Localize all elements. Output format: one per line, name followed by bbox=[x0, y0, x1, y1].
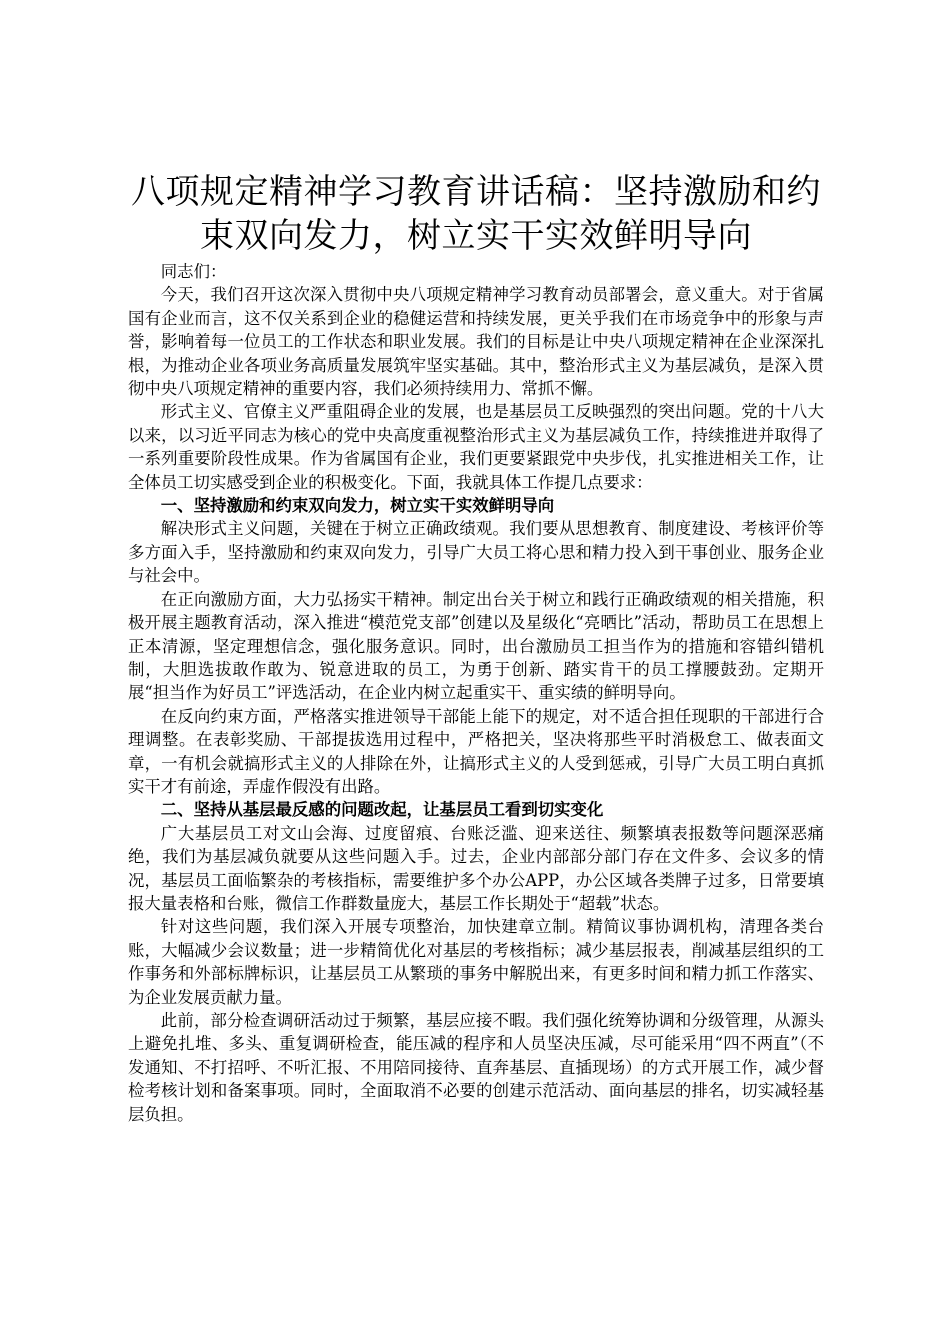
body-paragraph: 广大基层员工对文山会海、过度留痕、台账泛滥、迎来送往、频繁填表报数等问题深恶痛绝，我们为基层减负就要从这些问题入手。过去，企业内部部分部门存在文件多、会议多的情况，基层员工面临繁杂的考核指标，需要维护多个办公APP，办公区域各类牌子过多，日常要填报大量表格和台账，微信工作群数量庞大，基层工作长期处于“超载”状态。 bbox=[128, 823, 824, 913]
body-paragraph: 在正向激励方面，大力弘扬实干精神。制定出台关于树立和践行正确政绩观的相关措施，积极开展主题教育活动，深入推进“模范党支部”创建以及星级化“亮晒比”活动，帮助员工在思想上正本清源，坚定理想信念，强化服务意识。同时，出台激励员工担当作为的措施和容错纠错机制，大胆选拔敢作敢为、锐意进取的员工，为勇于创新、踏实肯干的员工撑腰鼓劲。定期开展“担当作为好员工”评选活动，在企业内树立起重实干、重实绩的鲜明导向。 bbox=[128, 589, 824, 703]
greeting: 同志们： bbox=[160, 262, 227, 281]
document-body bbox=[128, 170, 824, 1126]
body-paragraph: 今天，我们召开这次深入贯彻中央八项规定精神学习教育动员部署会，意义重大。对于省属国有企业而言，这不仅关系到企业的稳健运营和持续发展，更关乎我们在市场竞争中的形象与声誉，影响着每一位员工的工作状态和职业发展。我们的目标是让中央八项规定精神在企业深深扎根，为推动企业各项业务高质量发展筑牢坚实基础。其中，整治形式主义为基层减负，是深入贯彻中央八项规定精神的重要内容，我们必须持续用力、常抓不懈。 bbox=[128, 285, 824, 399]
body-paragraph: 形式主义、官僚主义严重阻碍企业的发展，也是基层员工反映强烈的突出问题。党的十八大以来，以习近平同志为核心的党中央高度重视整治形式主义为基层减负工作，持续推进并取得了一系列重要阶段性成果。作为省属国有企业，我们更要紧跟党中央步伐，扎实推进相关工作，让全体员工切实感受到企业的积极变化。下面，我就具体工作提几点要求： bbox=[128, 402, 824, 492]
section-heading: 二、坚持从基层最反感的问题改起，让基层员工看到切实变化 bbox=[160, 800, 604, 820]
title-line-1: 八项规定精神学习教育讲话稿：坚持激励和约 bbox=[131, 172, 821, 212]
body-paragraph: 针对这些问题，我们深入开展专项整治，加快建章立制。精简议事协调机构，清理各类台账，大幅减少会议数量；进一步精简优化对基层的考核指标；减少基层报表，削减基层组织的工作事务和外部标牌标识，让基层员工从繁琐的事务中解脱出来，有更多时间和精力抓工作落实、为企业发展贡献力量。 bbox=[128, 917, 824, 1007]
title-line-2: 束双向发力，树立实干实效鲜明导向 bbox=[200, 216, 752, 256]
section-heading: 一、坚持激励和约束双向发力，树立实干实效鲜明导向 bbox=[160, 496, 555, 516]
body-paragraph: 解决形式主义问题，关键在于树立正确政绩观。我们要从思想教育、制度建设、考核评价等多方面入手，坚持激励和约束双向发力，引导广大员工将心思和精力投入到干事创业、服务企业与社会中。 bbox=[128, 519, 824, 586]
document-title bbox=[128, 170, 824, 258]
paragraph-list bbox=[128, 283, 824, 1126]
body-paragraph: 在反向约束方面，严格落实推进领导干部能上能下的规定，对不适合担任现职的干部进行合理调整。在表彰奖励、干部提拔选用过程中，严格把关，坚决将那些平时消极怠工、做表面文章，一有机会就搞形式主义的人排除在外，让搞形式主义的人受到惩戒，引导广大员工明白真抓实干才有前途，弄虚作假没有出路。 bbox=[128, 706, 824, 796]
body-paragraph: 此前，部分检查调研活动过于频繁，基层应接不暇。我们强化统筹协调和分级管理，从源头上避免扎堆、多头、重复调研检查，能压减的程序和人员坚决压减，尽可能采用“四不两直”（不发通知、不打招呼、不听汇报、不用陪同接待、直奔基层、直插现场）的方式开展工作，减少督检考核计划和备案事项。同时，全面取消不必要的创建示范活动、面向基层的排名，切实减轻基层负担。 bbox=[128, 1011, 824, 1124]
